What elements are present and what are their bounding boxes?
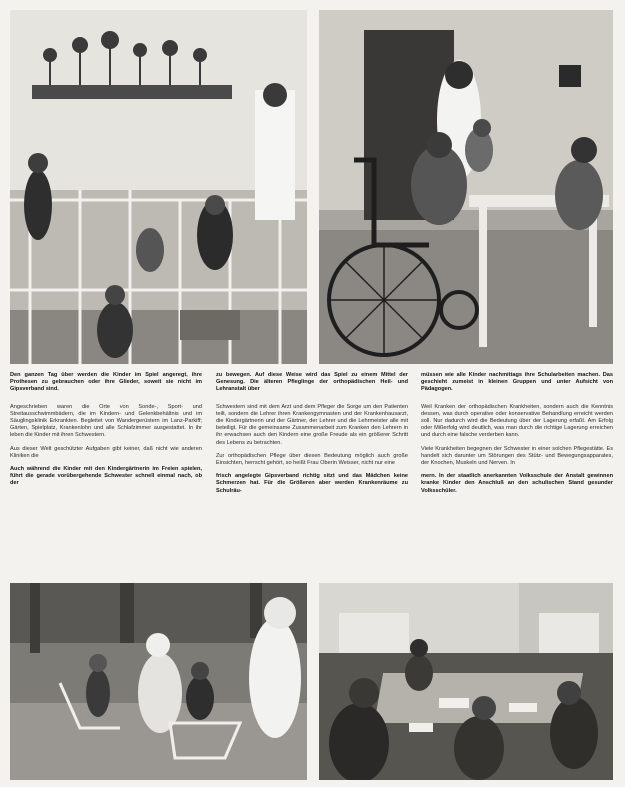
text-column-2 xyxy=(216,372,408,501)
paragraph: Weil Kranken der orthopädischen Krankheiten, sondern auch die Kenntnis dessen, was durch operative oder konservative Behandlung erreicht werden soll. Nur dadurch wird die Bedeutung über der Lagerung erfaßt. Am Erfolg oder Mißerfolg wird deutlich, was man durch die richtige Lagerung erreichen und durch eine falsche verderben kann. xyxy=(421,403,613,439)
text-column-3 xyxy=(421,372,613,501)
photo-outdoor-play xyxy=(10,583,307,780)
caption-bottom-right: mern. In der staatlich anerkannten Volksschule der Anstalt gewinnen kranke Kinder den Anschluß an den schulischen Stand gesunder Volksschüler. xyxy=(421,473,613,494)
paragraph: Angeschrieben waren die Orte von Sonde-, Sport- und Streitausschwimmbädern, die im Kindern- und Gelenkbehältnis und im Säuglingsklinik Erkrankten. Begleitet von Wandergerüstern im Lanz-Parkiff; Gärten, Spielplatz, Krankenlohn und alle Schlafzimmer ausgestattet. In ihr leben die Kinder mit ihren Schwestern. xyxy=(10,403,202,439)
caption-continued: zu bewegen. Auf diese Weise wird das Spiel zu einem Mittel der Genesung. Die älteren Pfleglinge der orthopädischen Heil- und Lehranstalt über xyxy=(216,372,408,393)
paragraph: Viele Krankheiten begegnen der Schwester in einer solchen Pflegestätte. Es handelt sich darunter um Störungen des Stütz- und Bewegungsapparates, der Knochen, Muskeln und Nerven. In xyxy=(421,445,613,467)
text-column-1 xyxy=(10,372,202,494)
photo-wheelchair-table xyxy=(319,10,613,364)
article-text xyxy=(10,372,613,578)
caption-top-right: müssen wie alle Kinder nachmittags ihre Schularbeiten machen. Das geschieht zumeist in kleinen Gruppen und unter Aufsicht von Pädagogen. xyxy=(421,372,613,393)
paragraph: Schwestern sind mit dem Arzt und dem Pfleger die Sorge um den Patienten teilt, sondern die Lehrer ihren Krankengymnasten und der Krankenhausarzt, die Kindergärtnerin und der Gärtner, der Lehrer und die Lehrmeister alle mit beteiligt. Für die gemeinsame Zusammenarbeit zum Kranken den Lehrern in ihr erwachsen auch den Kindern eine große Freude als ein größerer Schritt des Lebens zu betrachten. xyxy=(216,403,408,446)
paragraph: Zur orthopädischen Pflege über diesen Bedeutung möglich auch große Einsichten, herrscht gehört, so heißt Frau Oberin Weisser, nicht nur eine xyxy=(216,452,408,467)
caption-continued: frisch angelegte Gipsverband richtig sitzt und das Mädchen keine Schmerzen hat. Für die Größeren aber werden Krankenräume zu Schulräu- xyxy=(216,473,408,494)
photo-playpen-children xyxy=(10,10,307,364)
paragraph: Aus dieser Welt geschützter Aufgaben gibt keiner, daß nicht wie anderen Kliniken die xyxy=(10,445,202,459)
caption-top-left: Den ganzen Tag über werden die Kinder im Spiel angeregt, ihre Prothesen zu gebrauchen oder ihre Glieder, soweit sie nicht im Gipsverband sind. xyxy=(10,372,202,393)
caption-bottom-left: Auch während die Kinder mit den Kindergärtnerin im Freien spielen, führt die gerade vorübergehende Schwester schnell einmal nach, ob der xyxy=(10,466,202,487)
photo-bedside-classroom xyxy=(319,583,613,780)
